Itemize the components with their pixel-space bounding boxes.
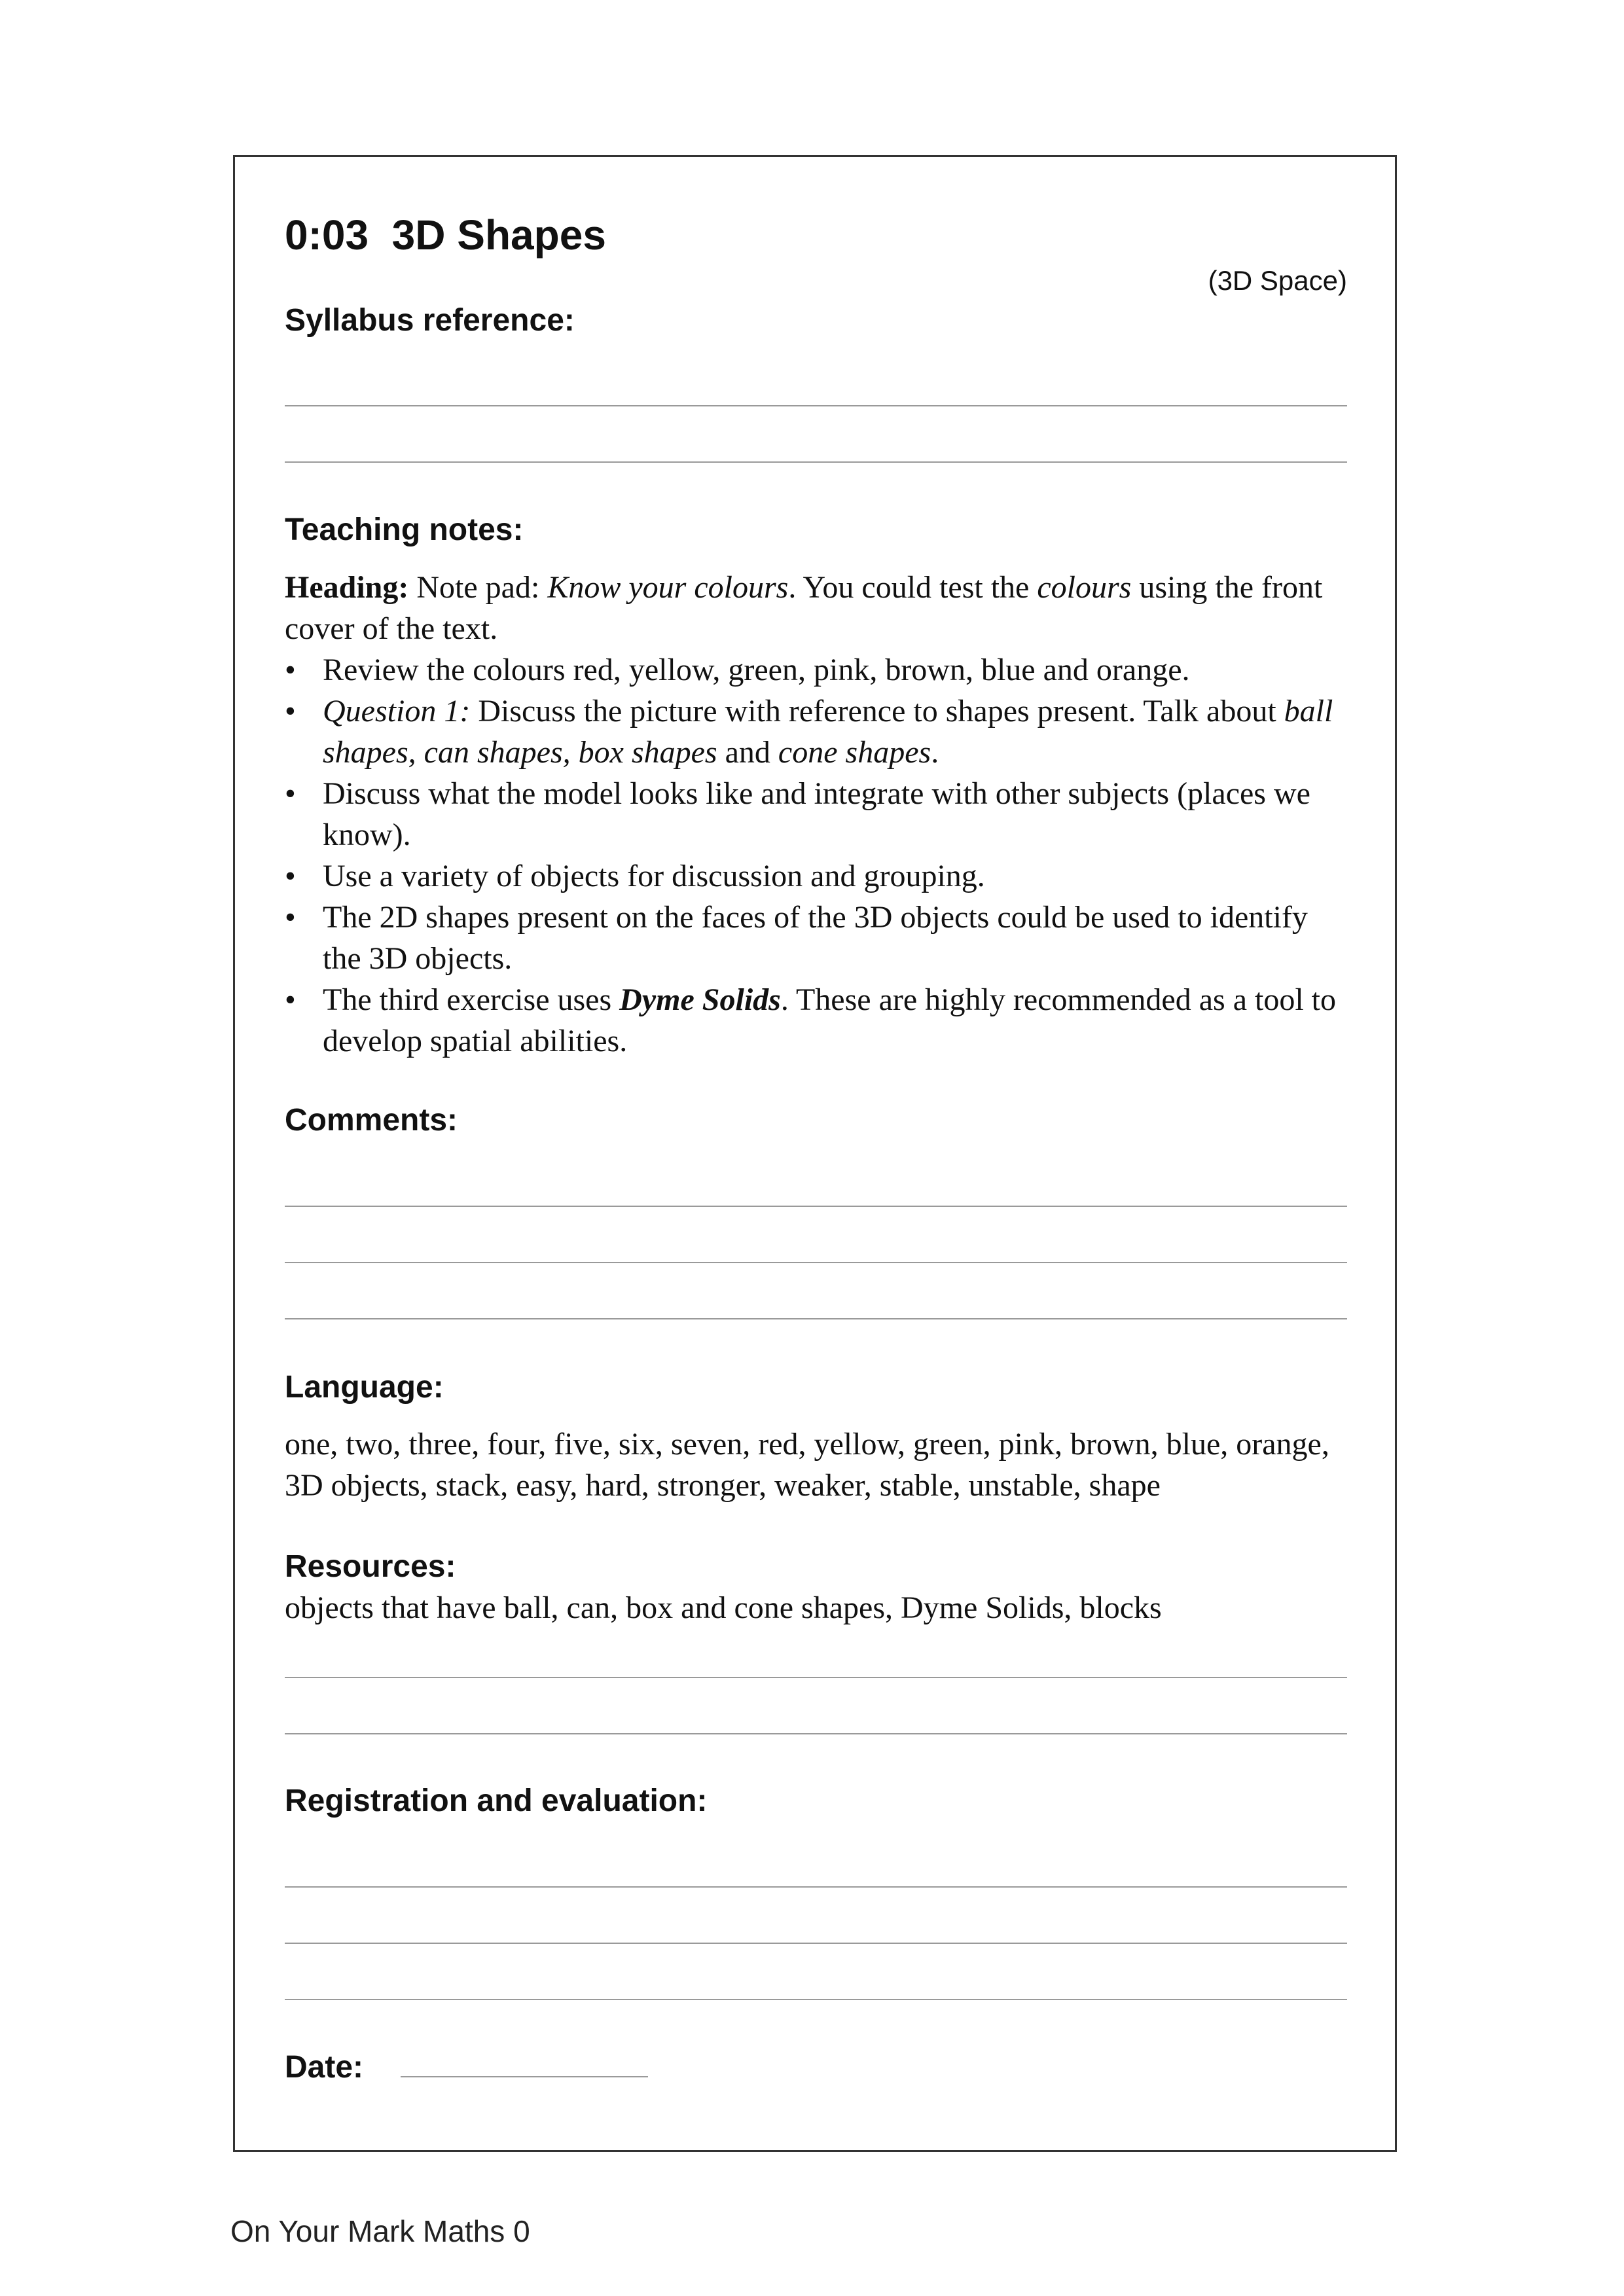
resources-text: objects that have ball, can, box and cone shapes, Dyme Solids, blocks [285,1590,1162,1625]
registration-line-3[interactable] [285,1999,1347,2000]
bullet-text: The third exercise uses [323,982,620,1017]
comments-line-3[interactable] [285,1318,1347,1319]
teaching-bullet-list [285,649,1347,1062]
language-text: one, two, three, four, five, six, seven, red, yellow, green, pink, brown, blue, orange, 3D objects, stack, easy, hard, stronger, weaker, stable, unstable, shape [285,1427,1329,1503]
resources-line-1[interactable] [285,1677,1347,1678]
syllabus-heading: Syllabus reference: [285,303,575,338]
bullet-text: Discuss the picture with reference to shapes present. Talk about [470,694,1284,728]
intro-italic-2: colours [1037,570,1132,605]
bullet-italic: cone shapes [778,735,931,770]
comments-heading: Comments: [285,1103,458,1138]
teaching-notes-body [285,567,1347,1062]
comments-line-2[interactable] [285,1262,1347,1263]
resources-line-2[interactable] [285,1733,1347,1734]
resources-heading: Resources: [285,1549,456,1584]
bullet-text: . These are highly recommended as a tool to develop spatial abilities. [323,982,1337,1058]
bullet-item [285,649,1347,691]
date-label: Date: [285,2050,364,2085]
bullet-item [285,855,1347,897]
bullet-text: Discuss what the model looks like and integrate with other subjects (places we know). [323,776,1310,852]
strand-label: (3D Space) [1208,265,1347,296]
bullet-glyph: • [285,900,296,935]
bullet-text: and [717,735,778,770]
bullet-glyph: • [285,859,296,893]
page-title [285,211,606,259]
comments-line-1[interactable] [285,1206,1347,1207]
intro-label: Heading: [285,570,409,605]
registration-line-2[interactable] [285,1943,1347,1944]
registration-heading: Registration and evaluation: [285,1784,708,1818]
bullet-italic-lead: Question 1: [323,694,471,728]
syllabus-line-1[interactable] [285,405,1347,406]
bullet-glyph: • [285,653,296,687]
bullet-item [285,691,1347,773]
bullet-item [285,773,1347,855]
language-heading: Language: [285,1370,444,1405]
bullet-text: Review the colours red, yellow, green, pink, brown, blue and orange. [323,653,1190,687]
teaching-intro [285,567,1347,649]
registration-line-1[interactable] [285,1886,1347,1888]
date-line[interactable] [401,2076,648,2077]
bullet-text: . [931,735,939,770]
bullet-glyph: • [285,982,296,1017]
syllabus-line-2[interactable] [285,461,1347,463]
bullet-glyph: • [285,694,296,728]
lesson-code: 0:03 [285,211,369,259]
bullet-item [285,979,1347,1062]
page-frame [233,155,1397,2152]
bullet-glyph: • [285,776,296,811]
intro-text-3: using the front cover of the text. [285,570,1323,646]
bullet-bold-italic: Dyme Solids [619,982,781,1017]
teaching-notes-heading: Teaching notes: [285,512,524,547]
bullet-item [285,897,1347,979]
footer-text: On Your Mark Maths 0 [230,2214,530,2248]
intro-text-1: Note pad: [408,570,548,605]
bullet-italic: ball shapes, can shapes, box shapes [323,694,1333,770]
intro-italic-1: Know your colours [547,570,789,605]
bullet-text: The 2D shapes present on the faces of the 3D objects could be used to identify the 3D objects. [323,900,1308,976]
bullet-text: Use a variety of objects for discussion and grouping. [323,859,985,893]
lesson-title: 3D Shapes [391,211,606,259]
intro-text-2: . You could test the [788,570,1038,605]
